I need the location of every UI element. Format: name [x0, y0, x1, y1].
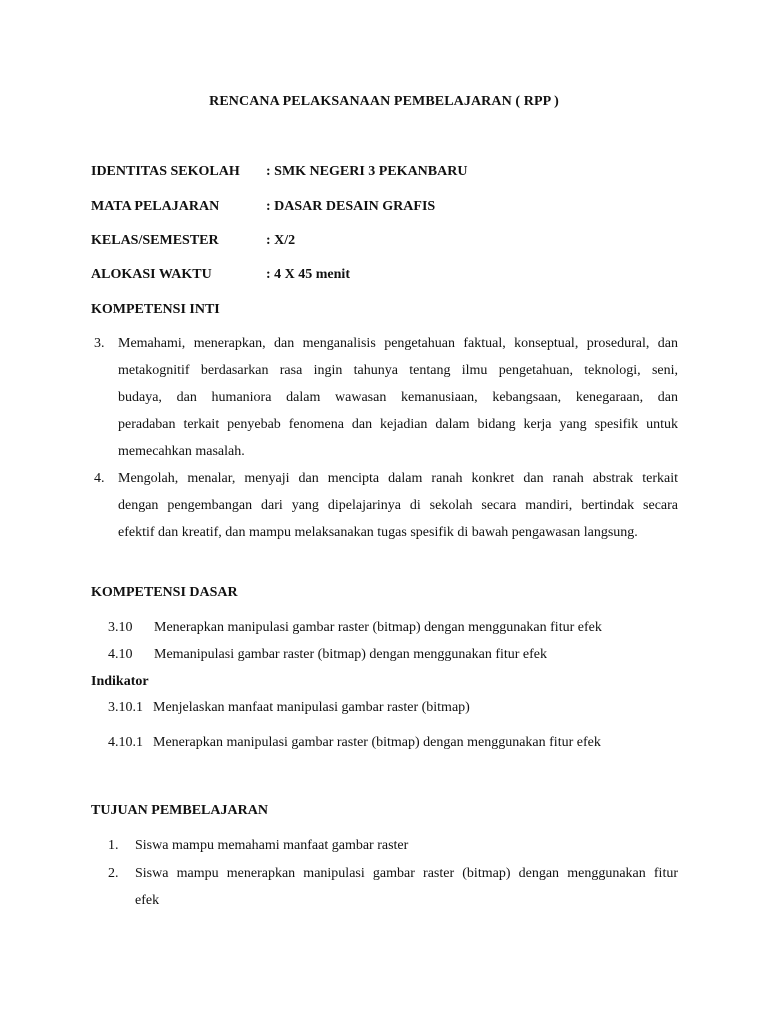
- ki-item-line: dengan pengembangan dari yang dipelajarinya di sekolah secara mandiri, bertindak secara: [118, 498, 678, 513]
- section-heading-tujuan: TUJUAN PEMBELAJARAN: [91, 803, 268, 818]
- ki-item-number: 3.: [94, 336, 105, 351]
- section-heading-kompetensi-dasar: KOMPETENSI DASAR: [91, 585, 238, 600]
- identity-label-time: ALOKASI WAKTU: [91, 267, 212, 282]
- identity-label-school: IDENTITAS SEKOLAH: [91, 164, 240, 179]
- indikator-item-text: Menjelaskan manfaat manipulasi gambar raster (bitmap): [153, 700, 470, 715]
- identity-value-time: : 4 X 45 menit: [266, 267, 350, 282]
- tujuan-item-number: 2.: [108, 866, 119, 881]
- section-heading-kompetensi-inti: KOMPETENSI INTI: [91, 302, 220, 317]
- kd-item-text: Memanipulasi gambar raster (bitmap) dengan menggunakan fitur efek: [154, 647, 548, 662]
- identity-label-subject: MATA PELAJARAN: [91, 199, 220, 214]
- kd-item-text: Menerapkan manipulasi gambar raster (bitmap) dengan menggunakan fitur efek: [154, 620, 602, 635]
- ki-item-line: Mengolah, menalar, menyaji dan mencipta dalam ranah konkret dan ranah abstrak terkait: [118, 471, 678, 486]
- document-title: RENCANA PELAKSANAAN PEMBELAJARAN ( RPP ): [209, 94, 559, 109]
- ki-item-line: Memahami, menerapkan, dan menganalisis pengetahuan faktual, konseptual, prosedural, dan: [118, 336, 678, 351]
- indikator-item-number: 3.10.1: [108, 700, 143, 715]
- identity-label-class: KELAS/SEMESTER: [91, 233, 219, 248]
- section-heading-indikator: Indikator: [91, 674, 149, 689]
- ki-item-line: budaya, dan humaniora dalam wawasan kemanusiaan, kebangsaan, kenegaraan, dan: [118, 390, 678, 405]
- ki-item-number: 4.: [94, 471, 105, 486]
- ki-item-line: efektif dan kreatif, dan mampu melaksanakan tugas spesifik di bawah pengawasan langsung.: [118, 525, 638, 540]
- tujuan-item-number: 1.: [108, 838, 119, 853]
- indikator-item-number: 4.10.1: [108, 735, 143, 750]
- tujuan-item-line: efek: [135, 893, 160, 908]
- tujuan-item-line: Siswa mampu menerapkan manipulasi gambar raster (bitmap) dengan menggunakan fitur: [135, 866, 678, 881]
- ki-item-line: metakognitif berdasarkan rasa ingin tahunya tentang ilmu pengetahuan, teknologi, seni,: [118, 363, 678, 378]
- identity-value-subject: : DASAR DESAIN GRAFIS: [266, 199, 436, 214]
- kd-item-number: 4.10: [108, 647, 133, 662]
- kd-item-number: 3.10: [108, 620, 133, 635]
- ki-item-line: peradaban terkait penyebab fenomena dan kejadian dalam bidang kerja yang spesifik untuk: [118, 417, 678, 432]
- indikator-item-text: Menerapkan manipulasi gambar raster (bitmap) dengan menggunakan fitur efek: [153, 735, 601, 750]
- tujuan-item-line: Siswa mampu memahami manfaat gambar raster: [135, 838, 409, 853]
- identity-value-school: : SMK NEGERI 3 PEKANBARU: [266, 164, 468, 179]
- ki-item-line: memecahkan masalah.: [118, 444, 245, 459]
- identity-value-class: : X/2: [266, 233, 296, 248]
